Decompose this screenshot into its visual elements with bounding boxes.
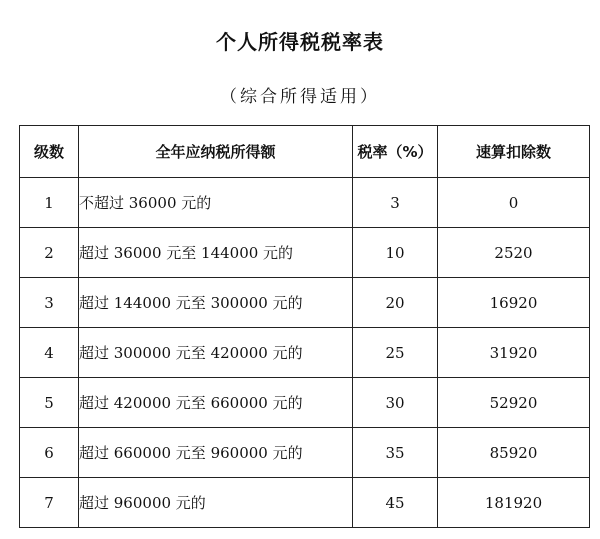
cell-quick-deduction: 16920 bbox=[438, 278, 590, 328]
table-row bbox=[20, 178, 590, 228]
table-row bbox=[20, 378, 590, 428]
cell-quick-deduction: 0 bbox=[438, 178, 590, 228]
cell-level: 4 bbox=[20, 328, 79, 378]
cell-level: 6 bbox=[20, 428, 79, 478]
header-quick-deduction: 速算扣除数 bbox=[438, 126, 590, 178]
header-level: 级数 bbox=[20, 126, 79, 178]
header-tax-rate: 税率（%） bbox=[353, 126, 438, 178]
header-income-range: 全年应纳税所得额 bbox=[79, 126, 353, 178]
tax-rate-table bbox=[19, 125, 590, 528]
table-row bbox=[20, 478, 590, 528]
cell-tax-rate: 35 bbox=[353, 428, 438, 478]
cell-level: 1 bbox=[20, 178, 79, 228]
cell-tax-rate: 10 bbox=[353, 228, 438, 278]
cell-tax-rate: 3 bbox=[353, 178, 438, 228]
cell-level: 5 bbox=[20, 378, 79, 428]
cell-tax-rate: 20 bbox=[353, 278, 438, 328]
page-title: 个人所得税税率表 bbox=[216, 30, 384, 54]
cell-income-range: 超过 144000 元至 300000 元的 bbox=[79, 278, 353, 328]
cell-income-range: 超过 300000 元至 420000 元的 bbox=[79, 328, 353, 378]
cell-tax-rate: 25 bbox=[353, 328, 438, 378]
table-row bbox=[20, 278, 590, 328]
cell-level: 7 bbox=[20, 478, 79, 528]
cell-quick-deduction: 2520 bbox=[438, 228, 590, 278]
cell-income-range: 不超过 36000 元的 bbox=[79, 178, 353, 228]
table-row bbox=[20, 328, 590, 378]
cell-quick-deduction: 31920 bbox=[438, 328, 590, 378]
cell-level: 3 bbox=[20, 278, 79, 328]
page-subtitle: （综合所得适用） bbox=[220, 87, 380, 107]
table-header-row bbox=[20, 126, 590, 178]
cell-income-range: 超过 420000 元至 660000 元的 bbox=[79, 378, 353, 428]
cell-quick-deduction: 85920 bbox=[438, 428, 590, 478]
cell-income-range: 超过 36000 元至 144000 元的 bbox=[79, 228, 353, 278]
cell-income-range: 超过 960000 元的 bbox=[79, 478, 353, 528]
cell-quick-deduction: 52920 bbox=[438, 378, 590, 428]
table-row bbox=[20, 428, 590, 478]
cell-tax-rate: 30 bbox=[353, 378, 438, 428]
cell-quick-deduction: 181920 bbox=[438, 478, 590, 528]
cell-level: 2 bbox=[20, 228, 79, 278]
cell-income-range: 超过 660000 元至 960000 元的 bbox=[79, 428, 353, 478]
table-row bbox=[20, 228, 590, 278]
cell-tax-rate: 45 bbox=[353, 478, 438, 528]
